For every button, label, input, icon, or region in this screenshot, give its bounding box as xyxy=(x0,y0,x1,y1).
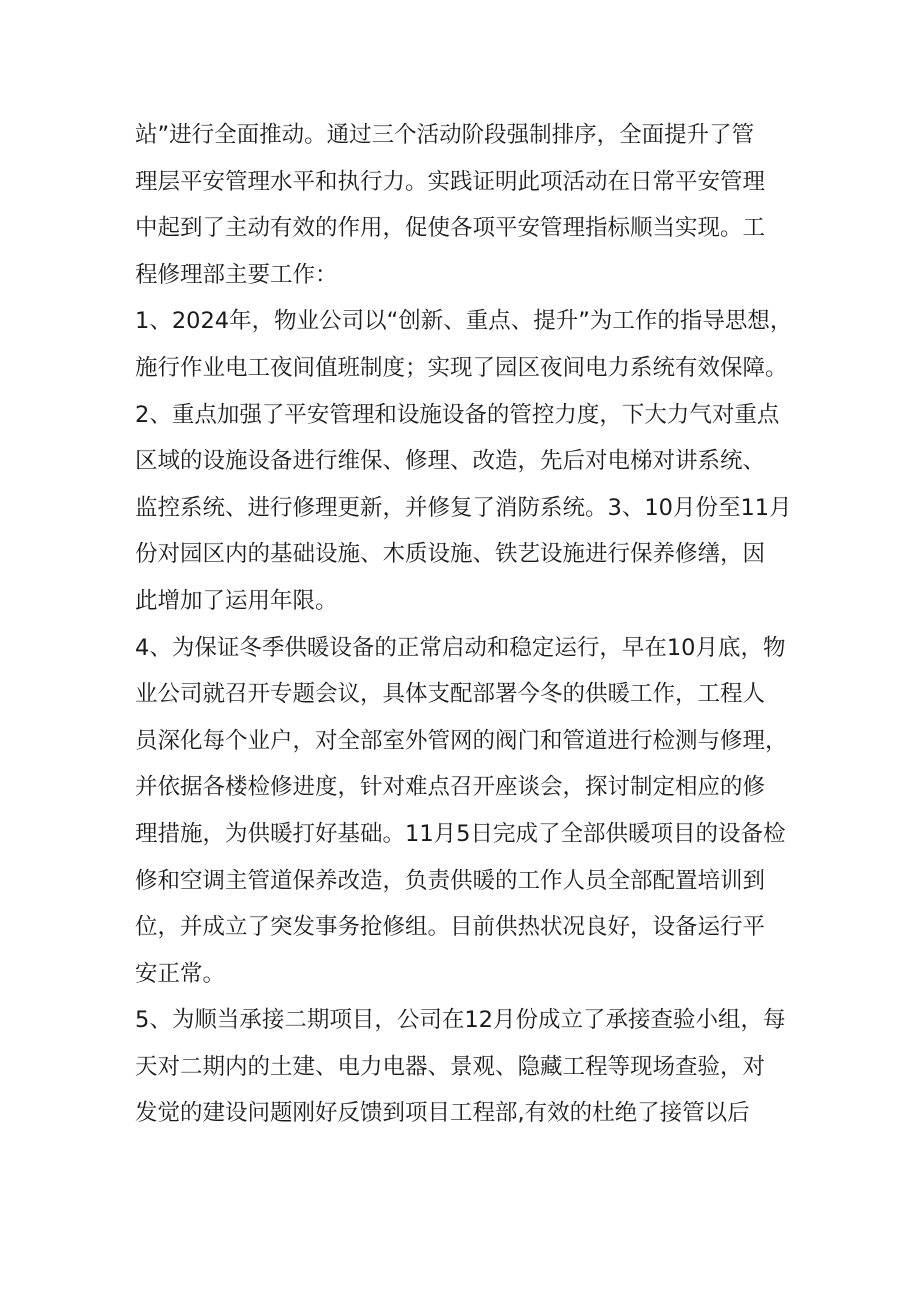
text-line: 1、2024年，物业公司以“创新、重点、提升”为工作的指导思想， xyxy=(135,308,793,335)
text-line: 监控系统、进行修理更新，并修复了消防系统。3、10月份至11月 xyxy=(135,494,792,521)
text-line: 区域的设施设备进行维保、修理、改造，先后对电梯对讲系统、 xyxy=(135,448,766,475)
text-line: 站”进行全面推动。通过三个活动阶段强制排序，全面提升了管 xyxy=(135,122,755,148)
text-line: 施行作业电工夜间值班制度；实现了园区夜间电力系统有效保障。 xyxy=(135,354,788,381)
paragraph-intro xyxy=(135,112,800,298)
text-line: 4、为保证冬季供暖设备的正常启动和稳定运行，早在10月底，物 xyxy=(135,634,786,661)
text-line: 业公司就召开专题会议，具体支配部署今冬的供暖工作，工程人 xyxy=(135,681,766,708)
text-line: 此增加了运用年限。 xyxy=(135,587,338,614)
text-line: 理层平安管理水平和执行力。实践证明此项活动在日常平安管理 xyxy=(135,168,766,195)
text-line: 2、重点加强了平安管理和设施设备的管控力度，下大力气对重点 xyxy=(135,401,780,428)
text-line: 并依据各楼检修进度，针对难点召开座谈会，探讨制定相应的修 xyxy=(135,774,766,801)
text-line: 位，并成立了突发事务抢修组。目前供热状况良好，设备运行平 xyxy=(135,914,766,941)
paragraph-item-2 xyxy=(135,392,800,625)
text-line: 发觉的建设问题刚好反馈到项目工程部,有效的杜绝了接管以后 xyxy=(135,1100,750,1127)
text-line: 修和空调主管道保养改造，负责供暖的工作人员全部配置培训到 xyxy=(135,867,766,894)
paragraph-item-5 xyxy=(135,997,800,1137)
text-line: 中起到了主动有效的作用，促使各项平安管理指标顺当实现。工 xyxy=(135,215,766,242)
text-line: 份对园区内的基础设施、木质设施、铁艺设施进行保养修缮，因 xyxy=(135,541,766,568)
paragraph-item-4 xyxy=(135,625,800,998)
document-body xyxy=(135,112,800,1137)
text-line: 5、为顺当承接二期项目，公司在12月份成立了承接查验小组，每 xyxy=(135,1007,786,1034)
text-line: 程修理部主要工作： xyxy=(135,261,338,288)
text-line: 天对二期内的土建、电力电器、景观、隐藏工程等现场查验，对 xyxy=(135,1053,766,1080)
text-line: 安正常。 xyxy=(135,960,226,987)
paragraph-item-1 xyxy=(135,298,800,391)
text-line: 理措施，为供暖打好基础。11月5日完成了全部供暖项目的设备检 xyxy=(135,820,786,847)
text-line: 员深化每个业户，对全部室外管网的阀门和管道进行检测与修理， xyxy=(135,727,788,754)
